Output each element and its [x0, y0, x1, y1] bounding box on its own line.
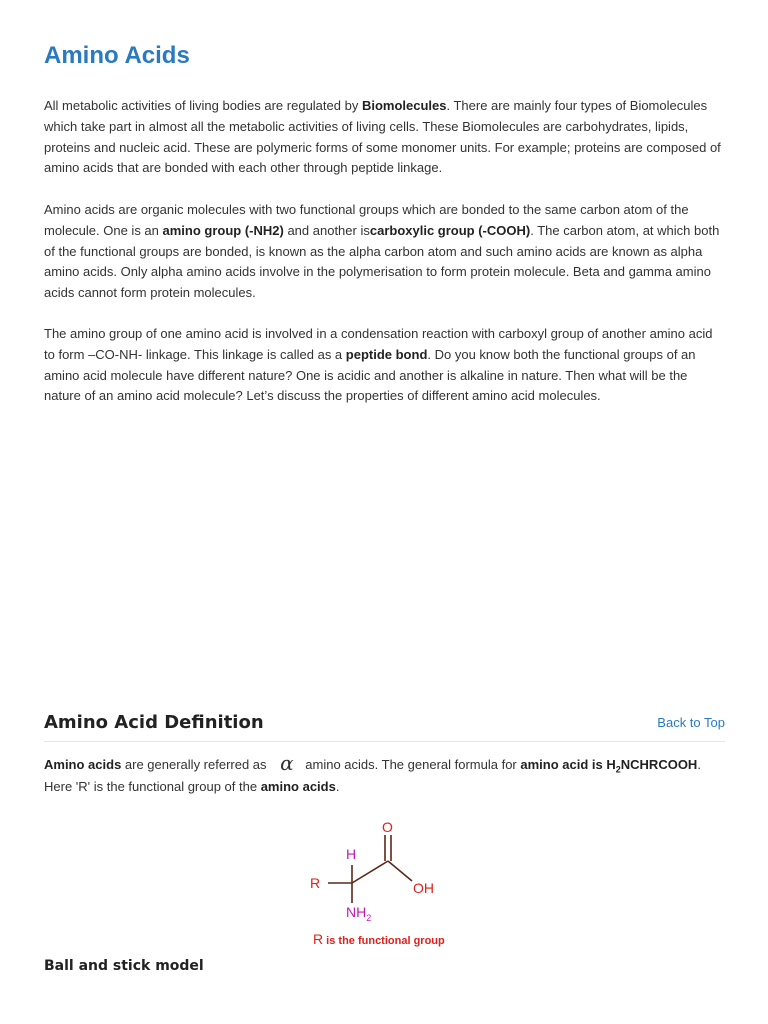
bold-term: amino group (-NH2)	[162, 222, 284, 238]
amine-label-main: NH	[346, 904, 367, 920]
bold-term: carboxylic group (-COOH)	[369, 222, 531, 238]
text-run: .	[697, 757, 701, 772]
caption-text: is the functional group	[323, 935, 445, 947]
text-run: . Do you know both the functional groups of an amino acid molecule have different nature? One is acidic and another is alkaline in nature. Then what will be the nature of an amino acid molecule? Let’s discuss the properties of different amino acid molecules.	[44, 346, 696, 404]
back-to-top-link[interactable]: Back to Top	[657, 715, 725, 730]
bold-term: Biomolecules	[361, 98, 447, 113]
hydroxyl-label: OH	[413, 880, 434, 896]
text-run: Here 'R' is the functional group of the	[44, 779, 261, 794]
r-group-label: R	[310, 875, 321, 891]
text-run: are generally referred as	[121, 757, 271, 772]
section-heading: Amino Acid Definition	[44, 712, 264, 733]
amine-label-subscript: 2	[366, 913, 372, 923]
text-run: .	[335, 779, 340, 794]
intro-paragraph-3	[44, 324, 726, 407]
intro-paragraph-2	[44, 200, 726, 304]
bold-term: amino acids	[260, 779, 336, 794]
alpha-symbol: α	[280, 751, 294, 775]
bond-c-cooh	[352, 861, 388, 883]
bold-term	[520, 757, 698, 775]
text-run: . The carbon atom, at which both of the functional groups are bonded, is known as the alpha carbon atom and such amino acids are known as alpha amino acids. Only alpha amino acids involve in the polymerisation to form protein molecule. Beta and gamma amino acids cannot form protein molecules.	[44, 222, 720, 301]
ball-and-stick-title: Ball and stick model	[44, 958, 204, 974]
text-run: . There are mainly four types of Biomolecules which take part in almost all the metabolic activities of living cells. These Biomolecules are carbohydrates, lipids, proteins and nucleic acid. These are polymeric forms of some monomer units. For example; proteins are composed of amino acids that are bonded with each other through peptide linkage.	[44, 98, 721, 176]
text-run: Amino acids are organic molecules with two functional groups which are bonded to the same carbon atom of the molecule. One is an	[44, 202, 689, 238]
text-run: The amino group of one amino acid is involved in a condensation reaction with carboxyl group of another amino acid to form –CO-NH- linkage. This linkage is called as a	[44, 326, 713, 362]
amine-label	[346, 904, 371, 923]
text-run: amino acids. The general formula for	[301, 757, 521, 772]
text-run: All metabolic activities of living bodies are regulated by	[44, 98, 362, 113]
page-title: Amino Acids	[44, 42, 190, 69]
amino-acid-structure-diagram	[300, 815, 480, 955]
bond-lines	[328, 835, 412, 903]
diagram-caption	[313, 931, 445, 947]
section-divider	[44, 741, 725, 742]
definition-paragraph-2	[44, 777, 726, 797]
hydrogen-label: H	[346, 846, 357, 862]
formula-subscript: 2	[615, 764, 621, 775]
caption-r: R	[313, 931, 324, 947]
bold-term: peptide bond	[345, 346, 428, 362]
formula-text: amino acid is H	[520, 757, 616, 772]
structure-svg	[300, 815, 480, 955]
formula-text: NCHRCOOH	[620, 757, 698, 772]
bold-term: Amino acids	[44, 757, 122, 772]
definition-paragraph-1	[44, 753, 726, 780]
oxygen-label: O	[382, 819, 393, 835]
intro-paragraph-1	[44, 96, 726, 179]
bond-c-oh	[388, 861, 412, 881]
text-run: and another is	[283, 222, 370, 238]
